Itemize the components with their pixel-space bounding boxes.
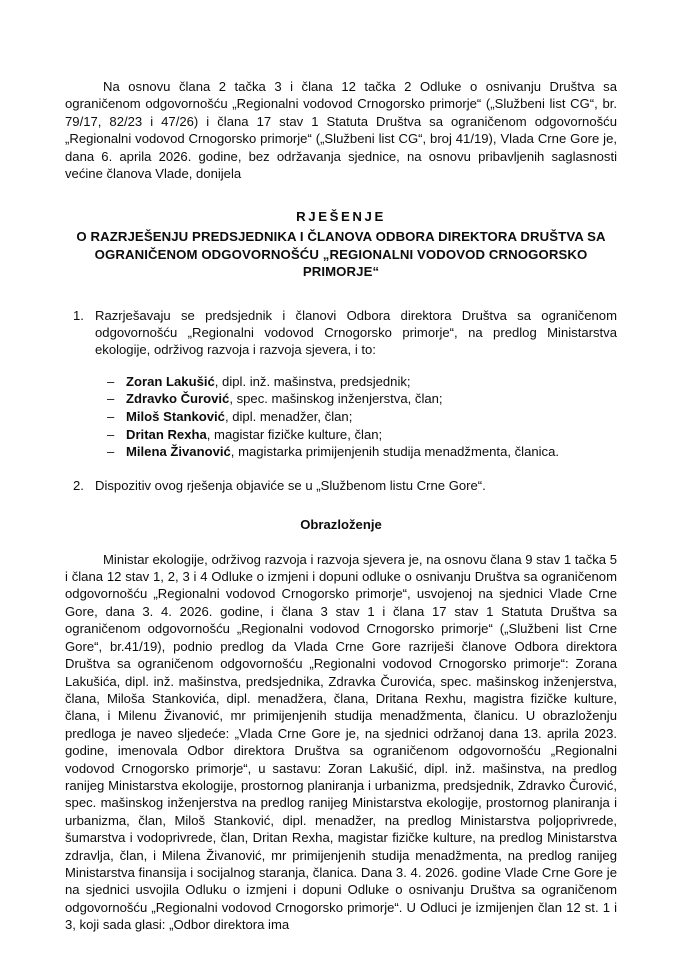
list-item-marker: 1. [73, 307, 84, 323]
explanation-paragraph: Ministar ekologije, održivog razvoja i razvoja sjevera je, na osnovu člana 9 stav 1 tačka 5 i člana 12 stav 1, 2, 3 i 4 Odluke o izmjeni i dopuni odluke o osnivanju Društva sa ograničenom odgovornošću „Regionalni vodovod Crnogorsko primorje“, usvojenoj na sjednici Vlade Crne Gore, dana 3. 4. 2026. godine, i člana 3 stav 1 i člana 17 stav 1 Statuta Društva sa ograničenom odgovornošću „Regionalni vodovod Crnogorsko primorje“ („Službeni list Crne Gore“, br.41/19), podnio predlog da Vlada Crne Gore razriješi članove Odbora direktora Društva sa ograničenom odgovornošću „Regionalni vodovod Crnogorsko primorje“: Zorana Lakušića, dipl. inž. mašinstva, predsjednika, Zdravka Čurovića, spec. mašinskog inženjerstva, člana, Miloša Stankovića, dipl. menadžera, člana, Dritana Rexhu, magistra fizičke kulture, člana, i Milenu Živanović, mr primijenjenih studija menadžmenta, članicu. U obrazloženju predloga je naveo sljedeće: „Vlada Crne Gore je, na sjednici održanoj dana 13. aprila 2023. godine, imenovala Odbor direktora Društva sa ograničenom odgovornošću „Regionalni vodovod Crnogorsko primorje“, u sastavu: Zoran Lakušić, dipl. inž. mašinstva, na predlog ranijeg Ministarstva ekologije, prostornog planiranja i urbanizma, predsjednik, Zdravko Čurović, spec. mašinskog inženjerstva na predlog ranijeg Ministarstva ekologije, prostornog planiranja i urbanizma, član, Miloš Stanković, dipl. menadžer, na predlog Ministarstva poljoprivrede, šumarstva i vodoprivrede, član, Dritan Rexha, magistar fizičke kulture, na predlog Ministarstva zdravlja, član, i Milena Živanović, mr primijenjenih studija menadžmenta, na predlog ranijeg Ministarstva finansija i socijalnog staranja, članica. Dana 3. 4. 2026. godine Vlade Crne Gore je na sjednici usvojila Odluku o izmjeni i dopuni Odluke o osnivanju Društva sa ograničenom odgovornošću „Regionalni vodovod Crnogorsko primorje“. U Odluci je izmijenjen član 12 st. 1 i 3, koji sada glasi: „Odbor direktora ima [65, 551, 617, 933]
list-item-text: Razrješavaju se predsjednik i članovi Odbora direktora Društva sa ograničenom odgovornošću „Regionalni vodovod Crnogorsko primorje“, na predlog Ministarstva ekologije, održivog razvoja i razvoja sjevera, i to: [95, 307, 617, 358]
member-details: , spec. mašinskog inženjerstva, član; [229, 391, 443, 407]
page-subtitle: O RAZRJEŠENJU PREDSJEDNIKA I ČLANOVA ODBORA DIREKTORA DRUŠTVA SA OGRANIČENOM ODGOVORNOŠĆU „REGIONALNI VODOVOD CRNOGORSKO PRIMORJE“ [76, 229, 606, 280]
list-item [65, 443, 617, 461]
member-details: , dipl. menadžer, član; [224, 409, 353, 425]
list-item-marker: 2. [73, 477, 84, 493]
member-entry [126, 443, 617, 461]
list-item [65, 477, 617, 494]
member-name: Milena Živanović [126, 444, 231, 460]
dash-bullet-icon: – [107, 373, 115, 389]
member-entry [126, 373, 617, 391]
list-item [65, 307, 617, 359]
member-details: , dipl. inž. mašinstva, predsjednik; [214, 373, 411, 389]
dash-bullet-icon: – [107, 391, 115, 407]
list-item [65, 390, 617, 408]
title-block [65, 208, 617, 280]
list-item [65, 426, 617, 444]
member-entry [126, 408, 617, 426]
member-entry [126, 390, 617, 408]
page-title: RJEŠENJE [296, 209, 386, 225]
dash-bullet-icon: – [107, 426, 115, 442]
member-details: , magistarka primijenjenih studija menadžmenta, članica. [230, 444, 560, 460]
dash-bullet-icon: – [107, 409, 115, 425]
member-name: Miloš Stanković [126, 409, 225, 425]
list-item [65, 408, 617, 426]
member-name: Zdravko Čurović [126, 391, 230, 407]
list-item [65, 373, 617, 391]
member-name: Dritan Rexha [126, 426, 207, 442]
member-entry [126, 426, 617, 444]
numbered-list-continued [65, 477, 617, 494]
numbered-list [65, 307, 617, 359]
list-item-text: Dispozitiv ovog rješenja objaviće se u „Službenom listu Crne Gore“. [95, 477, 486, 493]
intro-paragraph: Na osnovu člana 2 tačka 3 i člana 12 tačka 2 Odluke o osnivanju Društva sa ograničenom odgovornošću „Regionalni vodovod Crnogorsko primorje“ („Službeni list CG“, br. 79/17, 82/23 i 47/26) i člana 17 stav 1 Statuta Društva sa ograničenom odgovornošću „Regionalni vodovod Crnogorsko primorje“ („Službeni list CG“, broj 41/19), Vlada Crne Gore je, dana 6. aprila 2026. godine, bez održavanja sjednice, na osnovu pribavljenih saglasnosti većine članova Vlade, donijela [65, 79, 617, 182]
member-details: , magistar fizičke kulture, član; [206, 426, 383, 442]
member-list [65, 373, 617, 461]
section-heading-obrazlozenje: Obrazloženje [300, 517, 382, 533]
dash-bullet-icon: – [107, 444, 115, 460]
member-name: Zoran Lakušić [126, 373, 215, 389]
